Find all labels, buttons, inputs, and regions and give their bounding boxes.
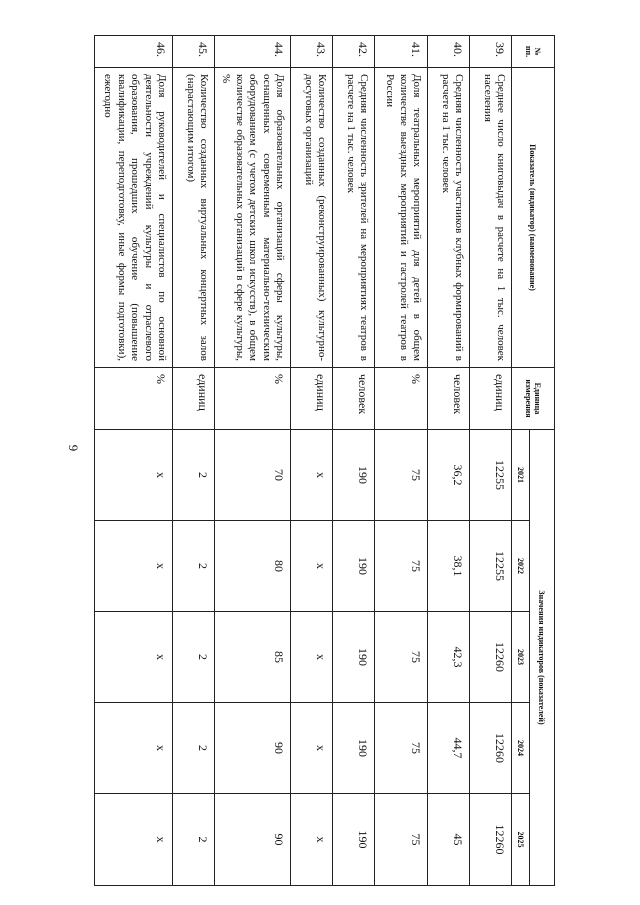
value-cell: x — [94, 794, 172, 886]
value-cell: x — [291, 430, 333, 521]
indicator-name: Среднее число книговыдач в расчете на 1 тыс. человек населения — [470, 68, 512, 368]
value-cell: 38,1 — [428, 521, 470, 612]
value-cell: x — [94, 612, 172, 703]
value-cell: 75 — [375, 521, 428, 612]
value-cell: 42,3 — [428, 612, 470, 703]
indicator-name: Доля руководителей и специалистов по основной деятельности учреждений культуры и отраслевого образования, прошедших обучение (повышение квалификации, переподготовку, иные формы подготовки), ежегодно — [94, 68, 172, 368]
value-cell: 12255 — [470, 430, 512, 521]
header-year: 2024 — [512, 703, 530, 794]
value-cell: 190 — [333, 521, 375, 612]
table-row — [333, 36, 375, 886]
header-unit: Единица измерения — [512, 368, 555, 430]
table-row — [94, 36, 172, 886]
unit-cell: человек — [428, 368, 470, 430]
value-cell: 12260 — [470, 703, 512, 794]
value-cell: 44,7 — [428, 703, 470, 794]
table-row — [214, 36, 290, 886]
value-cell: 12255 — [470, 521, 512, 612]
value-cell: 190 — [333, 703, 375, 794]
value-cell: 85 — [214, 612, 290, 703]
value-cell: 2 — [172, 794, 214, 886]
rotated-table-container — [95, 35, 555, 885]
table-row — [470, 36, 512, 886]
indicator-name: Доля образовательных организаций сферы культуры, оснащенных современным материально-техническим оборудованием (с учетом детских школ искусств), в общем количестве образовательных организаций в сфере культуры, % — [214, 68, 290, 368]
value-cell: 36,2 — [428, 430, 470, 521]
value-cell: 80 — [214, 521, 290, 612]
indicator-name: Средняя численность зрителей на мероприятиях театров в расчете на 1 тыс. человек — [333, 68, 375, 368]
value-cell: 90 — [214, 703, 290, 794]
value-cell: x — [291, 794, 333, 886]
value-cell: x — [94, 703, 172, 794]
unit-cell: единиц — [470, 368, 512, 430]
unit-cell: % — [214, 368, 290, 430]
value-cell: 2 — [172, 521, 214, 612]
row-number: 39. — [470, 36, 512, 68]
value-cell: 2 — [172, 430, 214, 521]
header-values-group: Значения индикаторов (показателей) — [530, 430, 555, 886]
value-cell: 190 — [333, 612, 375, 703]
value-cell: 2 — [172, 612, 214, 703]
header-indicator: Показатель (индикатор) (наименование) — [512, 68, 555, 368]
page-number: 6 — [65, 444, 81, 452]
row-number: 41. — [375, 36, 428, 68]
unit-cell: человек — [333, 368, 375, 430]
header-year: 2023 — [512, 612, 530, 703]
row-number: 44. — [214, 36, 290, 68]
value-cell: 75 — [375, 703, 428, 794]
unit-cell: % — [94, 368, 172, 430]
indicator-name: Доля театральных мероприятий для детей в общем количестве выездных мероприятий и гастролей театров в России — [375, 68, 428, 368]
value-cell: 2 — [172, 703, 214, 794]
indicator-name: Количество созданных виртуальных концертных залов (нарастающим итогом) — [172, 68, 214, 368]
row-number: 42. — [333, 36, 375, 68]
row-number: 45. — [172, 36, 214, 68]
indicators-table — [94, 35, 555, 886]
value-cell: 75 — [375, 794, 428, 886]
row-number: 43. — [291, 36, 333, 68]
indicator-name: Средняя численность участников клубных формирований в расчете на 1 тыс. человек — [428, 68, 470, 368]
value-cell: x — [291, 703, 333, 794]
value-cell: 45 — [428, 794, 470, 886]
header-year: 2025 — [512, 794, 530, 886]
value-cell: x — [291, 521, 333, 612]
unit-cell: единиц — [172, 368, 214, 430]
value-cell: 70 — [214, 430, 290, 521]
table-body — [94, 36, 511, 886]
value-cell: x — [94, 521, 172, 612]
table-row — [291, 36, 333, 886]
indicator-name: Количество созданных (реконструированных) культурно-досуговых организаций — [291, 68, 333, 368]
value-cell: 12260 — [470, 794, 512, 886]
value-cell: 75 — [375, 430, 428, 521]
value-cell: 12260 — [470, 612, 512, 703]
table-row — [428, 36, 470, 886]
row-number: 46. — [94, 36, 172, 68]
unit-cell: единиц — [291, 368, 333, 430]
row-number: 40. — [428, 36, 470, 68]
value-cell: 90 — [214, 794, 290, 886]
table-row — [172, 36, 214, 886]
header-year: 2021 — [512, 430, 530, 521]
value-cell: 190 — [333, 794, 375, 886]
header-year: 2022 — [512, 521, 530, 612]
header-num: № пп. — [512, 36, 555, 68]
value-cell: 75 — [375, 612, 428, 703]
unit-cell: % — [375, 368, 428, 430]
value-cell: 190 — [333, 430, 375, 521]
value-cell: x — [94, 430, 172, 521]
table-row — [375, 36, 428, 886]
value-cell: x — [291, 612, 333, 703]
